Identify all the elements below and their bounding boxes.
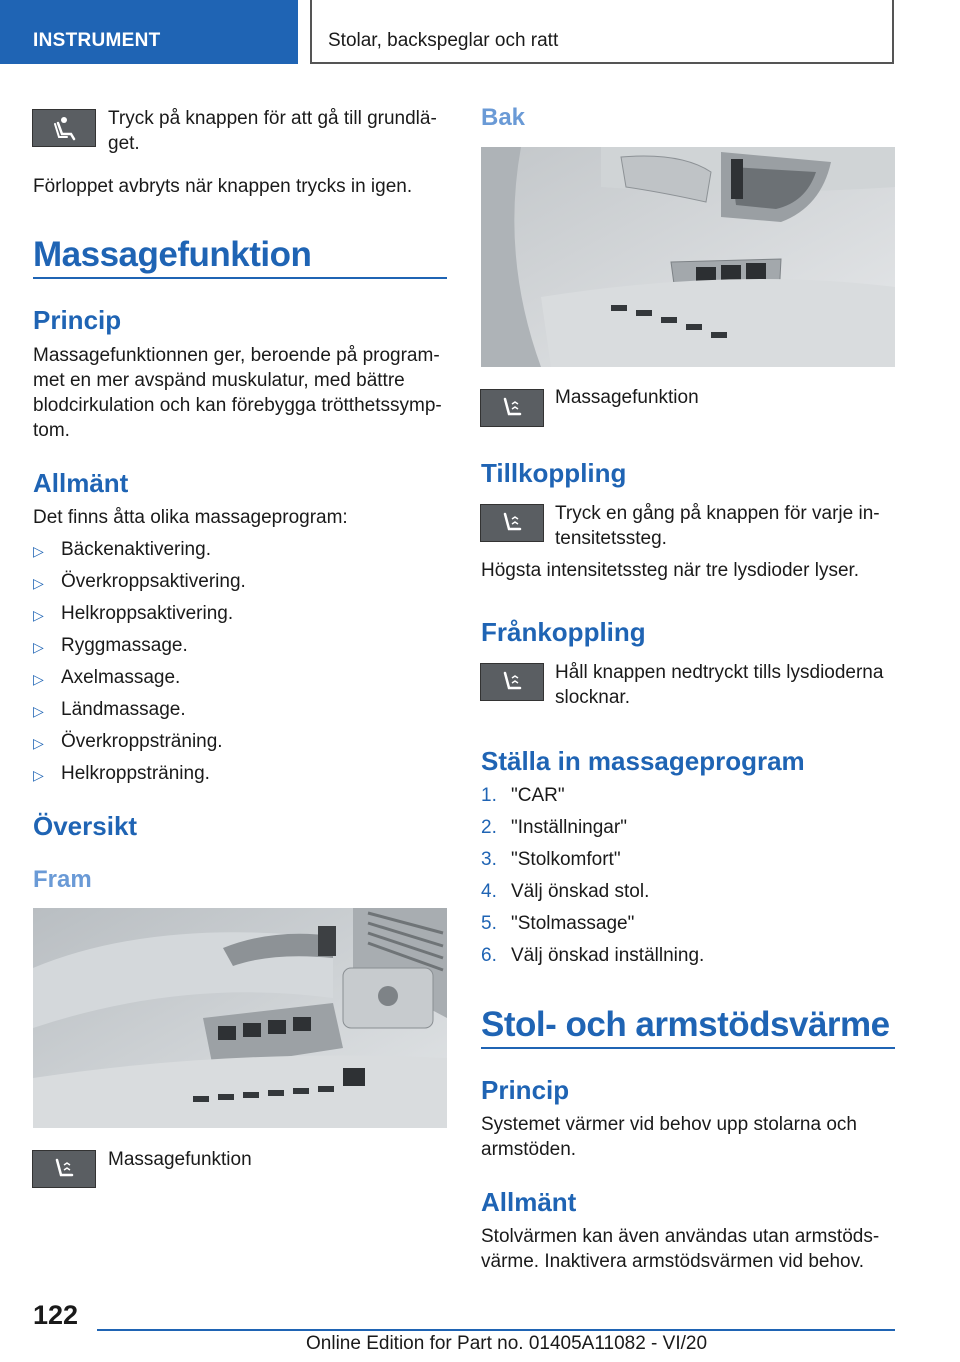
frankoppling-line-1: Håll knappen nedtryckt tills lysdioderna (555, 662, 884, 683)
tillkoppling-line-1: Tryck en gång på knappen för varje in- (555, 503, 880, 524)
princip2-line-1: Systemet värmer vid behov upp stolarna och (481, 1114, 857, 1135)
heading-allmant-2: Allmänt (481, 1187, 577, 1217)
seat-recline-icon (32, 109, 96, 147)
heading-allmant: Allmänt (33, 468, 129, 498)
fram-caption: Massagefunktion (108, 1149, 252, 1170)
heading-bak: Bak (481, 104, 526, 131)
heading-fram: Fram (33, 866, 92, 893)
seat-massage-icon (32, 1150, 96, 1188)
heading-oversikt: Översikt (33, 811, 138, 841)
intro-line-1: Tryck på knappen för att gå till grundlä- (108, 108, 437, 129)
heading-princip-2: Princip (481, 1075, 570, 1105)
princip-line-3: blodcirkulation och kan förebygga trötthetssymp- (33, 395, 442, 416)
heading-frankoppling: Frånkoppling (481, 617, 646, 647)
frankoppling-line-2: slocknar. (555, 687, 630, 708)
front-door-photo (33, 908, 447, 1128)
heading-rule (481, 1047, 895, 1049)
tillkoppling-line-2: tensitetssteg. (555, 528, 667, 549)
heading-princip: Princip (33, 305, 122, 335)
heading-tillkoppling: Tillkoppling (481, 458, 627, 488)
rear-door-photo (481, 147, 895, 367)
bak-caption: Massagefunktion (555, 387, 699, 408)
intro-note: Förloppet avbryts när knappen trycks in igen. (33, 176, 413, 197)
section-tab (0, 0, 298, 64)
seat-massage-icon (480, 389, 544, 427)
princip2-line-2: armstöden. (481, 1139, 577, 1160)
heading-rule (33, 277, 447, 279)
tillkoppling-note: Högsta intensitetssteg när tre lysdioder lyser. (481, 560, 860, 581)
heading-stolvarme: Stol- och armstödsvärme (481, 1005, 890, 1044)
allmant-text: Det finns åtta olika massageprogram: (33, 507, 348, 528)
allmant2-line-2: värme. Inaktivera armstödsvärmen vid behov. (481, 1251, 864, 1272)
seat-massage-icon (480, 663, 544, 701)
chapter-header (310, 0, 894, 64)
section-title: INSTRUMENT (33, 30, 161, 51)
princip-line-4: tom. (33, 420, 70, 441)
chapter-title: Stolar, backspeglar och ratt (328, 30, 559, 51)
allmant2-line-1: Stolvärmen kan även användas utan armstöds- (481, 1226, 880, 1247)
heading-massagefunktion: Massagefunktion (33, 235, 312, 274)
edition-text: Online Edition for Part no. 01405A11082 - VI/20 (306, 1333, 708, 1354)
seat-massage-icon (480, 504, 544, 542)
page-number: 122 (33, 1300, 79, 1330)
footer-rule (97, 1329, 895, 1331)
heading-stalla-in: Ställa in massageprogram (481, 746, 805, 776)
princip-line-1: Massagefunktionnen ger, beroende på program- (33, 345, 440, 366)
intro-line-2: get. (108, 133, 140, 154)
princip-line-2: met en mer avspänd muskulatur, med bättre (33, 370, 405, 391)
